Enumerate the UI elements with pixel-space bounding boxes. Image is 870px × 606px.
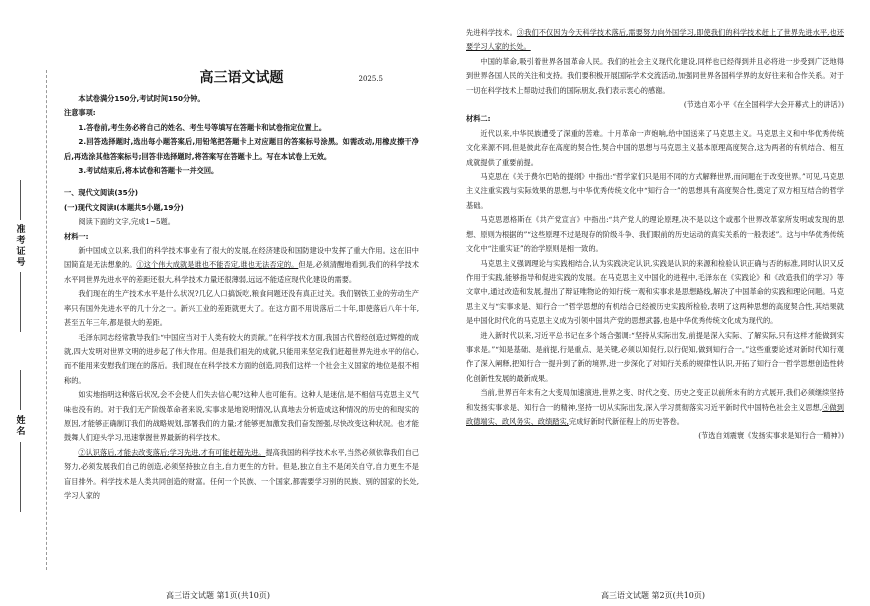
candidate-number-line-2 bbox=[20, 272, 21, 332]
paragraph: 先进科学技术。③我们不仅因为今天科学技术落后,需要努力向外国学习,即使我们的科学技术赶上了世界先进水平,也还要学习人家的长处。 bbox=[466, 28, 844, 52]
right-column bbox=[466, 26, 844, 444]
page-footer-left: 高三语文试题 第1页(共10页) bbox=[165, 591, 271, 600]
exam-intro: 本试卷满分150分,考试时间150分钟。 bbox=[78, 94, 205, 103]
name-line-2 bbox=[20, 442, 21, 512]
paragraph: 进入新时代以来,习近平总书记在多个场合强调:“坚持从实际出发,前提是深入实际、了解实际,只有这样才能做到实事求是。”“知是基础、是前提,行是重点、是关键,必须以知促行,以行促知,做到知行合一。”这些重要论述对新时代知行观作了深入阐释,把知行合一提升到了新的境界,进一步深化了对知行关系的规律性认识,开拓了知行合一哲学思想创造性转化创新性发展的最新成果。 bbox=[466, 330, 844, 383]
candidate-number-label: 准考证号 bbox=[16, 225, 26, 268]
source-citation-1: (节选自邓小平《在全国科学大会开幕式上的讲话》) bbox=[683, 100, 844, 110]
notes-heading: 注意事项: bbox=[64, 108, 96, 118]
underlined-sentence-2: ②认识落后,才能去改变落后;学习先进,才有可能赶超先进。 bbox=[78, 447, 266, 457]
paragraph: 毛泽东同志经常教导我们:“中国应当对于人类有较大的贡献。”在科学技术方面,我国古代曾经创造过辉煌的成就,四大发明对世界文明的进步起了伟大作用。但是我们祖先的成就,只能用来坚定我们赶超世界先进水平的信心,而不能用来安慰我们现在的落后。我们现在在科学技术方面的创造,同我们这样一个社会主义国家的地位是很不相称的。 bbox=[64, 332, 419, 385]
source-citation-2: (节选自刘震寰《发扬实事求是知行合一精神》) bbox=[698, 431, 844, 441]
paragraph: 马克思主义强调理论与实践相结合,认为实践决定认识,实践是认识的来源和检验认识正确与否的标准,同时认识又反作用于实践,能够指导和促进实践的发展。在马克思主义中国化的进程中,毛泽东在《实践论》和《改造我们的学习》等文章中,通过改造和发展,提出了辩证唯物论的知行统一观和实事求是思想路线,解决了中国革命的实践和理论问题。马克思主义与“实事求是、知行合一”哲学思想的有机结合已经被历史实践所检验,表明了这两种思想的高度契合性,其结果就是中国化时代化的马克思主义成为引领中国共产党的思想武器,也是中华优秀传统文化成为现代的。 bbox=[466, 258, 844, 326]
name-line bbox=[20, 370, 21, 410]
name-label: 姓名 bbox=[16, 416, 26, 437]
right-page bbox=[436, 0, 870, 606]
material-1-label: 材料一: bbox=[64, 231, 89, 241]
left-column bbox=[64, 64, 419, 503]
paragraph: 马克思恩格斯在《共产党宣言》中指出:“共产党人的理论原理,决不是以这个或那个世界改革家所发明或发现的思想、原则为根据的”“这些原理不过是现存的阶级斗争、我们眼前的历史运动的真实关系的一般表述”。这与中华优秀传统文化中“注重实证”的治学原则是相一致的。 bbox=[466, 215, 844, 254]
paragraph: 当前,世界百年未有之大变局加速演进,世界之变、时代之变、历史之变正以前所未有的方式展开,我们必须继续坚持和发扬实事求是、知行合一的精神,坚持一切从实际出发,深入学习贯彻落实习近平新时代中国特色社会主义思想,④做到政德端实、政风务实、政绩踏实,完成好新时代新征程上的历史答卷。 bbox=[466, 388, 844, 426]
note-3: 3.考试结束后,将本试卷和答题卡一并交回。 bbox=[78, 166, 219, 176]
paragraph: 中国的革命,吸引着世界各国革命人民。我们的社会主义现代化建设,同样也已经得到并且必将进一步受到广泛地得到世界各国人民的关注和支持。我们要积极开展国际学术交流活动,加强同世界各国科学界的友好往来和合作关系。对于一切在科学技术上帮助过我们的国际朋友,我们表示衷心的感谢。 bbox=[466, 56, 844, 95]
title-row bbox=[64, 64, 419, 92]
paragraph: 如实地指明这种落后状况,会不会使人们失去信心呢?这种人也可能有。这种人是迷信,是不相信马克思主义气味也没有的。对于我们无产阶级革命者来说,实事求是地说明情况,认真地去分析造成这种情况的历史的和现实的原因,才能够正确制订我们的战略规划,部署我们的力量;才能够更加激发我们奋发图强,尽快改变这种状况。也才能鼓舞人们迎头学习,迅速掌握世界最新的科学技术。 bbox=[64, 390, 419, 443]
material-2-label: 材料二: bbox=[466, 114, 491, 124]
reading-instruction: 阅读下面的文字,完成1~5题。 bbox=[78, 217, 175, 227]
candidate-number-line bbox=[20, 180, 21, 220]
subsection-heading: (一)现代文阅读Ⅰ(本题共5小题,19分) bbox=[64, 202, 184, 212]
underlined-sentence-3: ③我们不仅因为今天科学技术落后,需要努力向外国学习,即使我们的科学技术赶上了世界先进水平,也还要学习人家的长处。 bbox=[466, 28, 844, 52]
paragraph: 马克思在《关于费尔巴哈的提纲》中指出:“哲学家们只是用不同的方式解释世界,而问题在于改变世界。”可见,马克思主义注重实践与实际效果的思想,与中华优秀传统文化中“知行合一”的思想具有高度契合性,奠定了双方相互结合的哲学基础。 bbox=[466, 172, 844, 210]
exam-date: 2025.5 bbox=[358, 75, 383, 83]
note-2: 2.回答选择题时,选出每小题答案后,用铅笔把答题卡上对应题目的答案标号涂黑。如需改动,用橡皮擦干净后,再选涂其他答案标号;回答非选择题时,将答案写在答题卡上。写在本试卷上无效。 bbox=[64, 137, 419, 161]
underlined-sentence-4: ④做到政德端实、政风务实、政绩踏实, bbox=[466, 402, 844, 426]
underlined-sentence-1: ①这个伟大成就是谁也不能否定,谁也无法否定的。 bbox=[136, 260, 299, 270]
note-1: 1.答卷前,考生务必将自己的姓名、考生号等填写在答题卡和试卷指定位置上。 bbox=[78, 122, 327, 132]
paragraph: 我们现在的生产技术水平是什么状况?几亿人口搞饭吃,粮食问题还没有真正过关。我们钢铁工业的劳动生产率只有国外先进水平的几十分之一。新兴工业的差距就更大了。在这方面不用说落后二十年,即使落后八年十年,甚至五年三年,都是很大的差距。 bbox=[64, 289, 419, 328]
paragraph: 近代以来,中华民族遭受了深重的苦难。十月革命一声炮响,给中国送来了马克思主义。马克思主义和中华优秀传统文化来源不同,但是彼此存在高度的契合性,契合中国的思想与马克思主义基本原理高度契合,这为两者的有机结合、相互成就提供了重要前提。 bbox=[466, 128, 844, 167]
paragraph: ②认识落后,才能去改变落后;学习先进,才有可能赶超先进。提高我国的科学技术水平,当然必须依靠我们自己努力,必须发展我们自己的创造,必须坚持独立自主,自力更生的方针。但是,独立自主不是闭关自守,自力更生不是盲目排外。科学技术是人类共同创造的财富。任何一个民族、一个国家,都需要学习别的民族、别的国家的长处,学习人家的 bbox=[64, 447, 419, 500]
binding-dashed-line bbox=[46, 70, 47, 570]
section-heading: 一、现代文阅读(35分) bbox=[64, 188, 139, 198]
exam-title: 高三语文试题 bbox=[199, 70, 284, 86]
page-footer-right: 高三语文试题 第2页(共10页) bbox=[600, 591, 706, 600]
binding-margin bbox=[0, 0, 62, 606]
paragraph: 新中国成立以来,我们的科学技术事业有了很大的发展,在经济建设和国防建设中发挥了重大作用。这在旧中国简直是无法想象的。①这个伟大成就是谁也不能否定,谁也无法否定的。但是,必须清醒地看到,我们的科学技术水平同世界先进水平的差距还很大,科学技术力量还很薄弱,远远不能适应现代化建设的需要。 bbox=[64, 246, 419, 284]
